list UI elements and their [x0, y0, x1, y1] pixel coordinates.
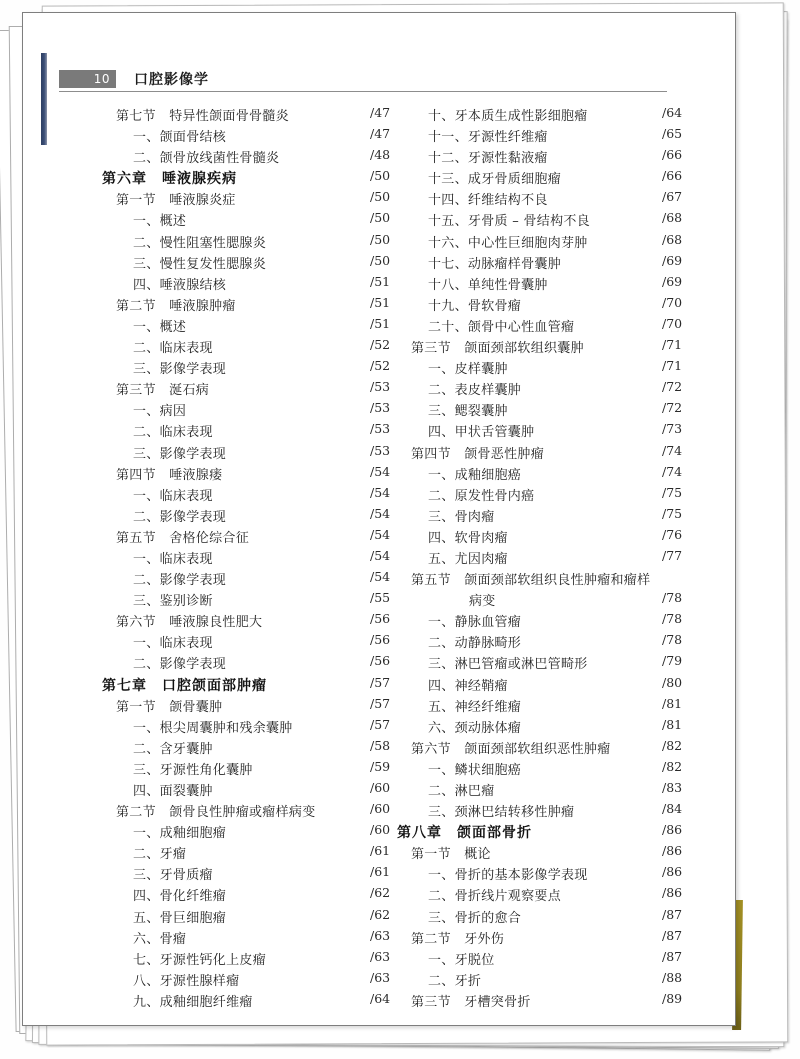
- toc-entry[interactable]: [397, 970, 707, 991]
- toc-entry[interactable]: [397, 885, 707, 906]
- toc-entry[interactable]: [397, 485, 707, 506]
- toc-entry-title: 一、病因: [133, 404, 187, 420]
- running-header: [59, 70, 667, 96]
- toc-entry[interactable]: [102, 991, 412, 1012]
- toc-entry-title: 十七、动脉瘤样骨囊肿: [428, 256, 562, 272]
- toc-entry[interactable]: [102, 548, 412, 569]
- toc-entry-page: /53: [370, 421, 391, 437]
- toc-entry-title: 一、概述: [133, 214, 187, 230]
- toc-entry-page: /53: [370, 442, 391, 458]
- toc-entry-title: 五、尤因肉瘤: [428, 551, 508, 567]
- toc-entry[interactable]: [102, 907, 412, 928]
- toc-entry-title: 第一节 颌骨囊肿: [116, 699, 223, 715]
- toc-entry[interactable]: [397, 611, 707, 632]
- toc-entry-page: /52: [370, 358, 391, 374]
- toc-entry-page: /61: [370, 864, 391, 880]
- toc-entry-page: /54: [370, 526, 391, 542]
- toc-entry[interactable]: [102, 527, 412, 548]
- toc-entry-page: /47: [370, 105, 391, 120]
- toc-entry[interactable]: [102, 822, 412, 843]
- toc-entry-title: 第三节 颌面颈部软组织囊肿: [411, 341, 584, 357]
- toc-entry[interactable]: [397, 210, 707, 231]
- toc-entry-page: /70: [662, 315, 683, 331]
- toc-entry-page: /64: [370, 990, 391, 1006]
- toc-entry-page: /75: [662, 505, 683, 521]
- toc-entry-title: 二十、颌骨中心性血管瘤: [428, 319, 575, 335]
- toc-entry-page: /73: [662, 421, 683, 437]
- toc-entry-title: 四、骨化纤维瘤: [133, 889, 227, 905]
- toc-entry[interactable]: [102, 105, 412, 126]
- toc-entry[interactable]: [102, 949, 412, 970]
- toc-entry-title: 十、牙本质生成性影细胞瘤: [428, 109, 588, 124]
- toc-entry-page: /70: [662, 294, 683, 310]
- toc-entry-title: 十九、骨软骨瘤: [428, 298, 522, 314]
- toc-entry-title: 二、原发性骨内癌: [428, 488, 535, 504]
- toc-entry-page: /88: [662, 969, 683, 985]
- toc-entry-title: 二、临床表现: [133, 425, 213, 441]
- toc-entry-title: 一、颌面骨结核: [133, 130, 227, 146]
- toc-entry-title: 五、神经纤维瘤: [428, 699, 522, 715]
- toc-entry[interactable]: [102, 506, 412, 527]
- toc-entry-page: /86: [662, 885, 683, 901]
- toc-entry-title: 第七节 特异性颌面骨骨髓炎: [116, 109, 289, 124]
- toc-entry[interactable]: [397, 527, 707, 548]
- toc-entry-page: /81: [662, 716, 683, 732]
- toc-entry-page: /48: [370, 147, 391, 163]
- toc-entry-title: 一、根尖周囊肿和残余囊肿: [133, 720, 293, 736]
- toc-entry[interactable]: [397, 105, 707, 126]
- toc-entry-title: 一、牙脱位: [428, 952, 495, 968]
- book-title: 口腔影像学: [134, 72, 209, 88]
- toc-entry-page: /81: [662, 695, 683, 711]
- toc-entry[interactable]: [397, 358, 707, 379]
- toc-entry-page: /79: [662, 653, 683, 669]
- toc-entry-title: 七、牙源性钙化上皮瘤: [133, 952, 267, 968]
- toc-entry[interactable]: [102, 717, 412, 738]
- toc-entry-title: 四、软骨肉瘤: [428, 530, 508, 546]
- toc-entry-title: 一、成釉细胞瘤: [133, 826, 227, 842]
- toc-entry-page: /54: [370, 569, 391, 585]
- toc-entry[interactable]: [397, 506, 707, 527]
- toc-entry[interactable]: [397, 632, 707, 653]
- toc-entry[interactable]: [102, 126, 412, 147]
- toc-entry-title: 二、影像学表现: [133, 573, 227, 589]
- toc-entry-page: /71: [662, 358, 683, 374]
- toc-entry-page: /87: [662, 927, 683, 943]
- toc-entry-title: 三、鳃裂囊肿: [428, 404, 508, 420]
- toc-entry[interactable]: [397, 653, 707, 674]
- toc-entry-title: 一、鳞状细胞癌: [428, 762, 522, 778]
- toc-entry-page: /78: [662, 632, 683, 648]
- toc-entry[interactable]: [102, 801, 412, 822]
- toc-entry-page: /86: [662, 822, 683, 838]
- toc-entry-title: 第三节 涎石病: [116, 383, 210, 399]
- toc-entry-title: 二、牙折: [428, 973, 482, 989]
- toc-entry-page: /53: [370, 400, 391, 416]
- toc-entry-title: 第八章 颌面部骨折: [397, 825, 532, 842]
- toc-entry[interactable]: [397, 569, 707, 590]
- toc-entry-page: /74: [662, 463, 683, 479]
- toc-entry[interactable]: [102, 653, 412, 674]
- toc-entry-page: /51: [370, 315, 391, 331]
- toc-entry-title: 十五、牙骨质 – 骨结构不良: [428, 214, 590, 230]
- toc-entry-page: /68: [662, 210, 683, 226]
- toc-entry-title: 九、成釉细胞纤维瘤: [133, 994, 253, 1010]
- toc-entry[interactable]: [102, 569, 412, 590]
- toc-entry-page: /74: [662, 442, 683, 458]
- toc-entry[interactable]: [102, 337, 412, 358]
- toc-entry[interactable]: [397, 443, 707, 464]
- toc-entry[interactable]: [397, 168, 707, 189]
- toc-entry-title: 二、动静脉畸形: [428, 636, 522, 652]
- toc-entry-title: 第二节 牙外伤: [411, 931, 505, 947]
- toc-entry-title: 二、骨折线片观察要点: [428, 889, 562, 905]
- toc-entry-title: 三、鉴别诊断: [133, 594, 213, 610]
- toc-entry[interactable]: [397, 253, 707, 274]
- toc-entry-title: 二、影像学表现: [133, 657, 227, 673]
- toc-entry-title: 二、表皮样囊肿: [428, 383, 522, 399]
- toc-entry-title: 二、影像学表现: [133, 509, 227, 525]
- toc-entry-page: /50: [370, 210, 391, 226]
- toc-entry-page: /56: [370, 611, 391, 627]
- page-folio-number: 10: [59, 70, 116, 88]
- toc-entry[interactable]: [397, 696, 707, 717]
- toc-entry-title: 三、骨肉瘤: [428, 509, 495, 525]
- toc-entry[interactable]: [397, 822, 707, 843]
- toc-entry[interactable]: [397, 991, 707, 1012]
- toc-entry[interactable]: [397, 379, 707, 400]
- toc-entry-title: 第六章 唾液腺疾病: [102, 171, 237, 188]
- toc-entry-page: /82: [662, 737, 683, 753]
- toc-entry[interactable]: [102, 295, 412, 316]
- toc-entry[interactable]: [102, 400, 412, 421]
- toc-entry-title: 第二节 唾液腺肿瘤: [116, 298, 236, 314]
- toc-entry-page: /56: [370, 653, 391, 669]
- toc-entry[interactable]: [397, 421, 707, 442]
- toc-entry[interactable]: [397, 316, 707, 337]
- toc-entry-page: /47: [370, 126, 391, 142]
- toc-entry-title: 三、牙源性角化囊肿: [133, 762, 253, 778]
- toc-entry-page: /77: [662, 547, 683, 563]
- toc-entry-title: 第三节 牙槽突骨折: [411, 994, 531, 1010]
- toc-entry[interactable]: [102, 843, 412, 864]
- toc-entry-title: 第一节 概论: [411, 847, 491, 863]
- toc-entry-title: 三、影像学表现: [133, 446, 227, 462]
- toc-entry-page: /54: [370, 505, 391, 521]
- toc-entry-page: /50: [370, 231, 391, 247]
- toc-entry[interactable]: [397, 147, 707, 168]
- toc-entry-title: 一、临床表现: [133, 551, 213, 567]
- toc-entry-title: 第六节 唾液腺良性肥大: [116, 615, 263, 631]
- toc-entry-title: 五、骨巨细胞瘤: [133, 910, 227, 926]
- toc-entry-title: 二、临床表现: [133, 341, 213, 357]
- toc-entry-title: 二、牙瘤: [133, 847, 187, 863]
- toc-entry[interactable]: [397, 928, 707, 949]
- toc-entry[interactable]: [102, 970, 412, 991]
- toc-entry[interactable]: [397, 780, 707, 801]
- toc-entry[interactable]: [102, 189, 412, 210]
- toc-entry[interactable]: [397, 949, 707, 970]
- toc-entry-title: 四、甲状舌管囊肿: [428, 425, 535, 441]
- toc-entry-page: /87: [662, 948, 683, 964]
- toc-entry-page: /57: [370, 695, 391, 711]
- toc-entry-title: 三、牙骨质瘤: [133, 868, 213, 884]
- toc-entry[interactable]: [102, 611, 412, 632]
- toc-entry[interactable]: [102, 590, 412, 611]
- toc-entry-page: /78: [662, 611, 683, 627]
- toc-entry[interactable]: [102, 358, 412, 379]
- toc-entry-title: 一、概述: [133, 319, 187, 335]
- toc-entry-title: 一、皮样囊肿: [428, 362, 508, 378]
- toc-entry[interactable]: [397, 295, 707, 316]
- toc-entry[interactable]: [102, 168, 412, 189]
- toc-entry[interactable]: [102, 864, 412, 885]
- toc-entry[interactable]: [102, 738, 412, 759]
- toc-entry-page: /86: [662, 843, 683, 859]
- toc-entry-title: 三、颈淋巴结转移性肿瘤: [428, 805, 575, 821]
- toc-entry[interactable]: [102, 253, 412, 274]
- toc-entry-page: /58: [370, 737, 391, 753]
- toc-entry-title: 十三、成牙骨质细胞瘤: [428, 172, 562, 188]
- toc-entry[interactable]: [102, 780, 412, 801]
- toc-entry[interactable]: [397, 400, 707, 421]
- toc-entry-page: /54: [370, 463, 391, 479]
- toc-entry[interactable]: [102, 485, 412, 506]
- toc-entry-title: 八、牙源性腺样瘤: [133, 973, 240, 989]
- binding-strip: [41, 53, 47, 145]
- toc-entry[interactable]: [102, 885, 412, 906]
- toc-entry-title: 一、临床表现: [133, 488, 213, 504]
- toc-entry[interactable]: [102, 675, 412, 696]
- toc-entry-title: 第六节 颌面颈部软组织恶性肿瘤: [411, 741, 611, 757]
- toc-entry-page: /67: [662, 189, 683, 205]
- toc-entry-page: /53: [370, 379, 391, 395]
- toc-entry-title: 三、慢性复发性腮腺炎: [133, 256, 267, 272]
- toc-entry-page: /56: [370, 632, 391, 648]
- toc-entry-page: /89: [662, 990, 683, 1006]
- toc-entry-page: /50: [370, 189, 391, 205]
- toc-entry-title: 第五节 颌面颈部软组织良性肿瘤和瘤样: [411, 573, 651, 589]
- toc-entry-title: 二、淋巴瘤: [428, 784, 495, 799]
- toc-entry-title: 三、淋巴管瘤或淋巴管畸形: [428, 657, 588, 673]
- toc-entry-page: /60: [370, 822, 391, 838]
- toc-entry-page: /60: [370, 801, 391, 817]
- toc-entry-title: 第四节 颌骨恶性肿瘤: [411, 446, 545, 462]
- toc-entry[interactable]: [102, 274, 412, 295]
- toc-entry-page: /64: [662, 105, 683, 120]
- toc-entry-title: 四、唾液腺结核: [133, 277, 227, 293]
- toc-entry-title: 一、骨折的基本影像学表现: [428, 868, 588, 884]
- toc-entry[interactable]: [397, 759, 707, 780]
- toc-entry[interactable]: [397, 590, 707, 611]
- toc-entry-title: 六、颈动脉体瘤: [428, 720, 522, 736]
- toc-entry[interactable]: [102, 147, 412, 168]
- toc-entry[interactable]: [397, 675, 707, 696]
- toc-entry-page: /87: [662, 906, 683, 922]
- toc-entry-page: /50: [370, 252, 391, 268]
- toc-entry-page: /63: [370, 969, 391, 985]
- toc-entry-title: 二、颌骨放线菌性骨髓炎: [133, 151, 280, 167]
- toc-entry[interactable]: [397, 548, 707, 569]
- toc-entry-page: /72: [662, 400, 683, 416]
- toc-entry[interactable]: [397, 464, 707, 485]
- toc-entry-page: /63: [370, 927, 391, 943]
- toc-entry[interactable]: [397, 189, 707, 210]
- toc-entry[interactable]: [102, 443, 412, 464]
- toc-entry-page: /69: [662, 273, 683, 289]
- toc-entry-page: /50: [370, 168, 391, 184]
- toc-entry-page: /69: [662, 252, 683, 268]
- header-divider: [59, 91, 667, 92]
- toc-entry[interactable]: [102, 759, 412, 780]
- toc-entry[interactable]: [397, 864, 707, 885]
- toc-entry[interactable]: [102, 316, 412, 337]
- toc-entry-page: /71: [662, 337, 683, 353]
- toc-entry-title: 十一、牙源性纤维瘤: [428, 130, 548, 146]
- toc-entry[interactable]: [102, 696, 412, 717]
- toc-entry-page: /72: [662, 379, 683, 395]
- toc-entry-page: /63: [370, 948, 391, 964]
- toc-entry-page: /57: [370, 674, 391, 690]
- toc-entry[interactable]: [102, 632, 412, 653]
- toc-entry-page: /82: [662, 758, 683, 774]
- toc-entry[interactable]: [397, 717, 707, 738]
- toc-entry-page: /66: [662, 168, 683, 184]
- toc-entry-title: 三、影像学表现: [133, 362, 227, 378]
- toc-entry[interactable]: [397, 801, 707, 822]
- toc-entry-title: 一、静脉血管瘤: [428, 615, 522, 631]
- toc-entry[interactable]: [397, 274, 707, 295]
- toc-entry[interactable]: [102, 464, 412, 485]
- toc-entry-page: /54: [370, 484, 391, 500]
- toc-entry-page: /83: [662, 780, 683, 795]
- toc-entry-page: /61: [370, 843, 391, 859]
- toc-entry[interactable]: [397, 738, 707, 759]
- toc-page: [22, 12, 736, 1026]
- toc-entry-title: 十八、单纯性骨囊肿: [428, 277, 548, 293]
- toc-entry-title: 六、骨瘤: [133, 931, 187, 947]
- toc-entry-title: 第一节 唾液腺炎症: [116, 193, 236, 209]
- toc-entry-title: 四、神经鞘瘤: [428, 678, 508, 694]
- toc-entry-title: 第五节 舍格伦综合征: [116, 530, 250, 546]
- toc-entry-page: /57: [370, 716, 391, 732]
- toc-entry-page: /62: [370, 885, 391, 901]
- toc-entry-page: /68: [662, 231, 683, 247]
- toc-entry[interactable]: [102, 421, 412, 442]
- toc-entry-page: /51: [370, 294, 391, 310]
- toc-entry-title: 一、临床表现: [133, 636, 213, 652]
- toc-entry-title: 二、慢性阻塞性腮腺炎: [133, 235, 267, 251]
- toc-entry-page: /86: [662, 864, 683, 880]
- toc-entry-page: /55: [370, 590, 391, 606]
- toc-entry-page: /54: [370, 547, 391, 563]
- toc-entry-title: 二、含牙囊肿: [133, 741, 213, 757]
- toc-entry-page: /62: [370, 906, 391, 922]
- toc-entry-page: /52: [370, 337, 391, 353]
- toc-entry-page: /59: [370, 758, 391, 774]
- toc-entry-title: 三、骨折的愈合: [428, 910, 522, 926]
- toc-entry-title: 四、面裂囊肿: [133, 784, 213, 799]
- toc-entry-title: 一、成釉细胞癌: [428, 467, 522, 483]
- toc-entry[interactable]: [397, 843, 707, 864]
- toc-entry-title: 十六、中心性巨细胞肉芽肿: [428, 235, 588, 251]
- toc-entry-page: /51: [370, 273, 391, 289]
- toc-entry-title: 第四节 唾液腺瘘: [116, 467, 223, 483]
- toc-entry[interactable]: [102, 379, 412, 400]
- toc-entry[interactable]: [397, 337, 707, 358]
- toc-column-right: [397, 105, 707, 1012]
- toc-entry-title: 十二、牙源性黏液瘤: [428, 151, 548, 167]
- toc-entry-page: /78: [662, 590, 683, 606]
- toc-entry[interactable]: [102, 232, 412, 253]
- toc-entry[interactable]: [397, 126, 707, 147]
- toc-entry-page: /80: [662, 674, 683, 690]
- toc-entry-page: /75: [662, 484, 683, 500]
- toc-entry[interactable]: [102, 210, 412, 231]
- toc-entry-title: 第七章 口腔颌面部肿瘤: [102, 677, 267, 694]
- toc-column-left: [102, 105, 412, 1012]
- toc-entry-page: /84: [662, 801, 683, 817]
- toc-entry[interactable]: [397, 232, 707, 253]
- toc-entry-title: 病变: [469, 594, 496, 610]
- toc-entry[interactable]: [102, 928, 412, 949]
- toc-entry-page: /65: [662, 126, 683, 142]
- toc-entry[interactable]: [397, 907, 707, 928]
- toc-entry-page: /60: [370, 780, 391, 795]
- toc-entry-title: 第二节 颌骨良性肿瘤或瘤样病变: [116, 805, 316, 821]
- toc-entry-title: 十四、纤维结构不良: [428, 193, 548, 209]
- toc-entry-page: /66: [662, 147, 683, 163]
- toc-entry-page: /76: [662, 526, 683, 542]
